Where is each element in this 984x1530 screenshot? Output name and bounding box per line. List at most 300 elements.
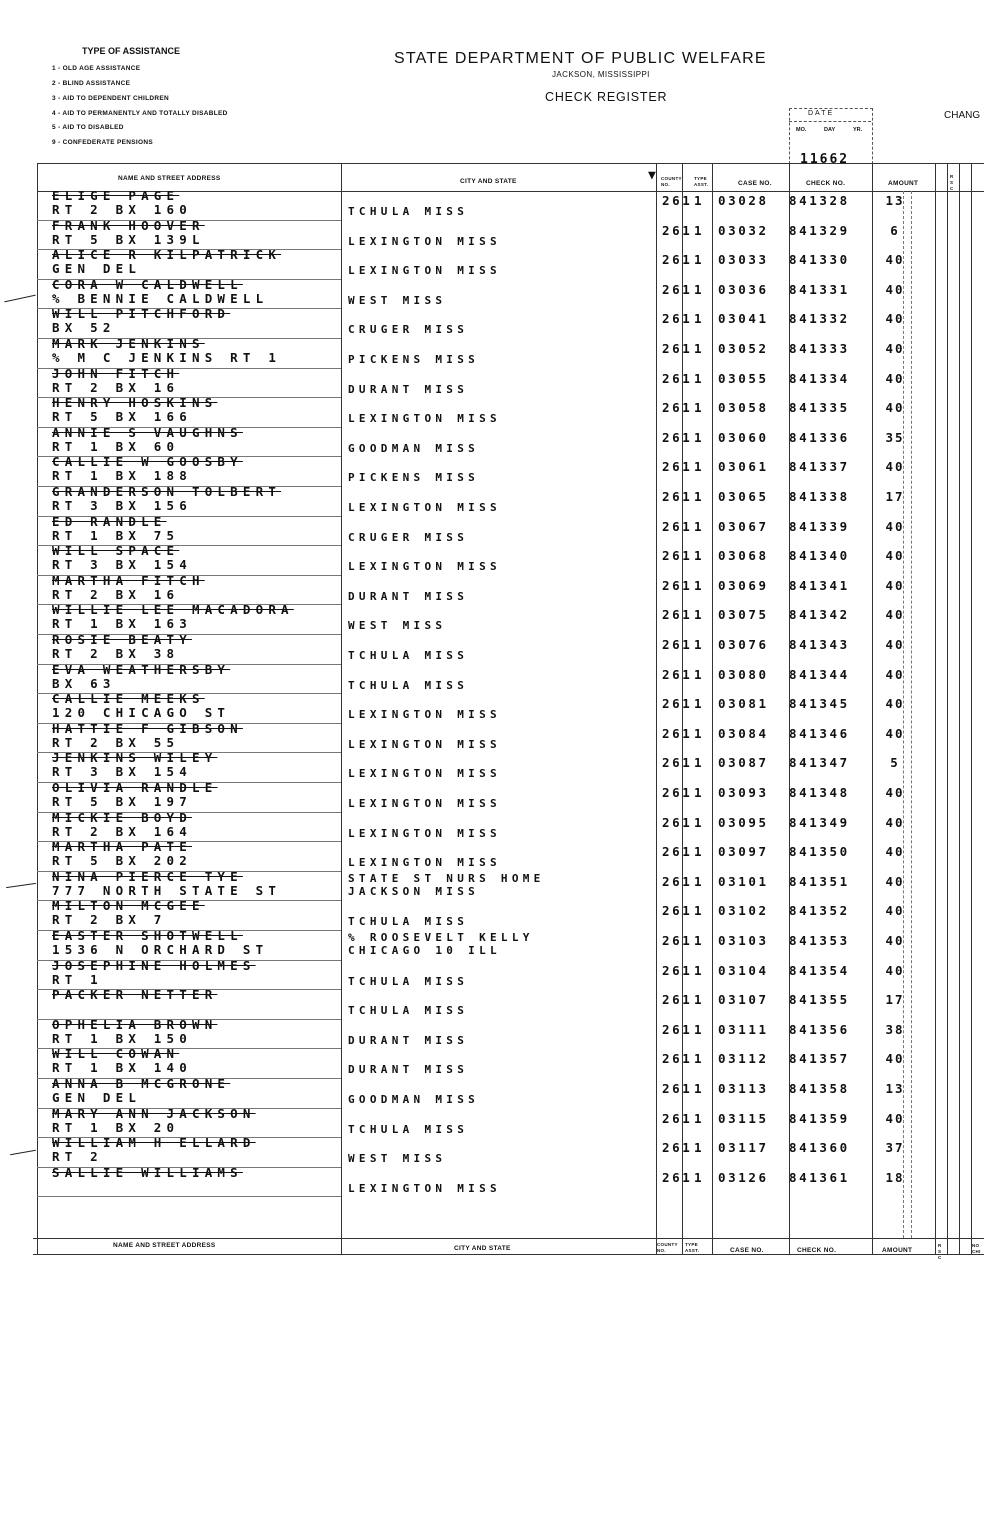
type-assistance: 1 <box>694 755 705 771</box>
case-number: 03093 <box>718 785 769 800</box>
county-number: 261 <box>662 814 693 830</box>
county-number: 261 <box>662 607 693 623</box>
type-assistance: 1 <box>694 666 705 682</box>
legend-item: 4 - AID TO PERMANENTLY AND TOTALLY DISABLED <box>52 110 228 117</box>
col-header-city: CITY AND STATE <box>460 178 517 185</box>
payee-name: FRANK HOOVER <box>52 217 205 233</box>
amount: 40 <box>885 459 905 475</box>
payee-street-address: RT 1 BX 20 <box>52 1119 180 1135</box>
table-row <box>0 1135 984 1168</box>
check-number: 841338 <box>789 489 850 504</box>
type-assistance: 1 <box>694 696 705 712</box>
check-number: 841361 <box>789 1169 850 1185</box>
footer-col-name: NAME AND STREET ADDRESS <box>113 1242 216 1249</box>
payee-street-address: RT 2 BX 164 <box>52 823 192 839</box>
case-number: 03055 <box>718 370 769 386</box>
payee-street-address: BX 63 <box>52 675 116 691</box>
check-number: 841348 <box>789 785 850 800</box>
type-assistance: 1 <box>694 252 705 268</box>
date-label: DATE <box>808 110 835 117</box>
payee-street-address: 1536 N ORCHARD ST <box>52 942 269 957</box>
amount: 40 <box>885 903 905 919</box>
type-assistance: 1 <box>694 222 705 238</box>
payee-name: MILTON MCGEE <box>52 898 205 914</box>
table-row <box>0 276 984 310</box>
county-number: 261 <box>662 252 693 268</box>
case-number: 03097 <box>718 844 769 860</box>
check-number: 841346 <box>789 725 850 741</box>
case-number: 03087 <box>718 755 769 771</box>
register-title: CHECK REGISTER <box>545 90 668 104</box>
case-number: 03052 <box>718 341 769 356</box>
payee-city-state: PICKENS MISS <box>348 471 480 485</box>
amount: 40 <box>885 281 905 297</box>
county-number: 261 <box>662 370 693 386</box>
footer-col-county: COUNTY NO. <box>657 1242 678 1253</box>
date-divider <box>789 121 871 122</box>
payee-street-address: RT 1 BX 140 <box>52 1060 192 1076</box>
payee-name: JENKINS WILEY <box>52 750 218 766</box>
check-number: 841352 <box>789 903 850 919</box>
check-number: 841359 <box>789 1110 850 1126</box>
check-number: 841336 <box>789 429 850 445</box>
payee-street-address: RT 1 BX 163 <box>52 616 192 632</box>
check-number: 841334 <box>789 370 850 386</box>
table-row <box>0 424 984 458</box>
type-assistance: 1 <box>694 370 705 386</box>
payee-street-address: GEN DEL <box>52 1090 142 1105</box>
payee-street-address: RT 5 BX 139L <box>52 231 205 247</box>
case-number: 03041 <box>718 311 769 327</box>
county-number: 261 <box>662 785 693 800</box>
payee-street-address: % BENNIE CALDWELL <box>52 290 269 306</box>
type-assistance: 1 <box>694 577 705 593</box>
payee-city-state: TCHULA MISS <box>348 678 469 692</box>
payee-name: NINA PIERCE TYE <box>52 868 243 884</box>
payee-street-address: RT 3 BX 154 <box>52 764 192 780</box>
payee-city-state: PICKENS MISS <box>348 353 480 366</box>
footer-col-check: CHECK NO. <box>797 1247 837 1254</box>
payee-street-address: RT 2 BX 160 <box>52 202 192 217</box>
type-assistance: 1 <box>694 1169 705 1185</box>
payee-city-state: TCHULA MISS <box>348 649 469 662</box>
payee-city-line-1: % ROOSEVELT KELLY <box>348 931 534 944</box>
amount: 6 <box>890 222 900 238</box>
payee-name: MARY ANN JACKSON <box>52 1105 256 1121</box>
type-assistance: 1 <box>694 281 705 297</box>
payee-city-state: LEXINGTON MISS <box>348 767 501 781</box>
county-number: 261 <box>662 281 693 297</box>
case-number: 03107 <box>718 992 769 1008</box>
payee-name: ANNA B MCGRONE <box>52 1076 231 1091</box>
table-row <box>0 602 984 635</box>
amount: 40 <box>885 814 905 830</box>
check-number: 841356 <box>789 1021 850 1037</box>
col-header-type: TYPE ASST. <box>694 176 709 187</box>
check-number: 841332 <box>789 311 850 327</box>
case-number: 03076 <box>718 637 769 652</box>
table-row <box>0 306 984 339</box>
payee-name: WILL SPACE <box>52 543 180 559</box>
payee-name: JOSEPHINE HOLMES <box>52 957 256 973</box>
payee-city-state: CRUGER MISS <box>348 323 469 337</box>
type-assistance: 1 <box>694 459 705 475</box>
check-number: 841329 <box>789 222 850 238</box>
payee-city-state: TCHULA MISS <box>348 1004 469 1018</box>
amount: 40 <box>885 637 905 652</box>
amount: 17 <box>885 489 905 504</box>
payee-street-address: RT 2 BX 16 <box>52 586 180 602</box>
county-number: 261 <box>662 1021 693 1037</box>
county-number: 261 <box>662 400 693 416</box>
payee-street-address: RT 5 BX 197 <box>52 794 192 809</box>
payee-city-state: WEST MISS <box>348 619 447 633</box>
case-number: 03095 <box>718 814 769 830</box>
check-number: 841355 <box>789 992 850 1008</box>
case-number: 03115 <box>718 1110 769 1126</box>
table-row <box>0 661 984 695</box>
table-row <box>0 1105 984 1139</box>
county-number: 261 <box>662 577 693 593</box>
table-row <box>0 750 984 783</box>
payee-name: WILLIAM H ELLARD <box>52 1135 256 1151</box>
amount: 40 <box>885 1051 905 1067</box>
check-number: 841350 <box>789 844 850 860</box>
row-divider <box>37 1196 341 1197</box>
check-number: 841335 <box>789 400 850 416</box>
payee-street-address: BX 52 <box>52 320 116 336</box>
check-number: 841341 <box>789 577 850 593</box>
page-subtitle: JACKSON, MISSISSIPPI <box>552 70 650 79</box>
payee-name: MICKIE BOYD <box>52 809 192 825</box>
payee-street-address: RT 3 BX 156 <box>52 498 192 513</box>
col-header-check: CHECK NO. <box>806 180 846 187</box>
case-number: 03067 <box>718 518 769 534</box>
change-header-cut: CHANG <box>944 110 981 121</box>
county-number: 261 <box>662 666 693 682</box>
county-number: 261 <box>662 1169 693 1185</box>
payee-name: WILLIE LEE MACADORA <box>52 602 294 618</box>
payee-street-address: 777 NORTH STATE ST <box>52 882 282 898</box>
case-number: 03036 <box>718 281 769 297</box>
table-row <box>0 928 984 961</box>
payee-city-state: GOODMAN MISS <box>348 441 480 455</box>
table-row <box>0 365 984 399</box>
payee-name: ROSIE BEATY <box>52 632 192 647</box>
amount: 40 <box>885 696 905 712</box>
amount: 40 <box>885 370 905 386</box>
amount: 13 <box>885 1081 905 1096</box>
payee-city-state: LEXINGTON MISS <box>348 856 501 870</box>
check-number: 841343 <box>789 637 850 652</box>
county-number: 261 <box>662 429 693 445</box>
payee-name: WILL PITCHFORD <box>52 306 231 322</box>
check-number: 841330 <box>789 252 850 268</box>
footer-col-cut: NO CHI <box>972 1243 981 1254</box>
table-row <box>0 957 984 991</box>
amount: 40 <box>885 607 905 623</box>
county-number: 261 <box>662 489 693 504</box>
date-month-label: MO. <box>796 127 807 133</box>
case-number: 03060 <box>718 429 769 445</box>
payee-street-address: RT 2 BX 16 <box>52 379 180 395</box>
type-assistance: 1 <box>694 785 705 800</box>
payee-city-state: LEXINGTON MISS <box>348 412 501 426</box>
payee-name: ELIGE PAGE <box>52 188 180 203</box>
type-assistance: 1 <box>694 311 705 327</box>
county-number: 261 <box>662 548 693 564</box>
table-row <box>0 720 984 754</box>
county-number: 261 <box>662 637 693 652</box>
payee-city-state: TCHULA MISS <box>348 974 469 988</box>
payee-city-state: DURANT MISS <box>348 589 469 603</box>
case-number: 03061 <box>718 459 769 475</box>
check-number: 841360 <box>789 1140 850 1156</box>
date-value: 11662 <box>800 152 850 167</box>
col-header-flags: R S C <box>950 174 954 191</box>
page-title: STATE DEPARTMENT OF PUBLIC WELFARE <box>394 50 767 67</box>
footer-col-type: TYPE ASST. <box>685 1242 700 1253</box>
type-assistance: 1 <box>694 548 705 564</box>
payee-name: MARTHA PATE <box>52 839 192 855</box>
case-number: 03075 <box>718 607 769 623</box>
triangle-marker-icon: ▼ <box>648 168 656 183</box>
table-row <box>0 839 984 872</box>
payee-city-line-1: STATE ST NURS HOME <box>348 871 545 885</box>
county-number: 261 <box>662 844 693 860</box>
case-number: 03065 <box>718 489 769 504</box>
payee-city-state: TCHULA MISS <box>348 1122 469 1136</box>
legend-item: 9 - CONFEDERATE PENSIONS <box>52 139 153 146</box>
type-assistance: 1 <box>694 844 705 860</box>
case-number: 03068 <box>718 548 769 564</box>
amount: 40 <box>885 933 905 948</box>
table-row <box>0 809 984 843</box>
table-row <box>0 247 984 280</box>
payee-street-address: % M C JENKINS RT 1 <box>52 350 282 365</box>
type-assistance: 1 <box>694 962 705 978</box>
amount: 38 <box>885 1021 905 1037</box>
col-header-amount: AMOUNT <box>888 180 919 187</box>
check-number: 841331 <box>789 281 850 297</box>
table-row <box>0 780 984 813</box>
county-number: 261 <box>662 518 693 534</box>
county-number: 261 <box>662 725 693 741</box>
table-row <box>0 691 984 724</box>
payee-name: CALLIE W GOOSBY <box>52 454 243 470</box>
county-number: 261 <box>662 1140 693 1156</box>
county-number: 261 <box>662 962 693 978</box>
check-number: 841342 <box>789 607 850 623</box>
payee-city-state: LEXINGTON MISS <box>348 264 501 278</box>
check-number: 841349 <box>789 814 850 830</box>
table-row <box>0 336 984 369</box>
case-number: 03033 <box>718 252 769 268</box>
type-assistance: 1 <box>694 814 705 830</box>
legend-item: 5 - AID TO DISABLED <box>52 124 124 131</box>
payee-name: OPHELIA BROWN <box>52 1016 218 1032</box>
table-row <box>0 484 984 517</box>
payee-street-address: RT 5 BX 166 <box>52 409 192 425</box>
case-number: 03101 <box>718 873 769 889</box>
payee-street-address: RT 2 BX 7 <box>52 912 167 928</box>
table-row <box>0 868 984 902</box>
type-assistance: 1 <box>694 873 705 889</box>
table-row <box>0 217 984 251</box>
type-assistance: 1 <box>694 341 705 356</box>
payee-name: OLIVIA RANDLE <box>52 780 218 795</box>
payee-city-state: GOODMAN MISS <box>348 1093 480 1106</box>
type-assistance: 1 <box>694 933 705 948</box>
type-assistance: 1 <box>694 637 705 652</box>
table-row <box>0 454 984 487</box>
amount: 18 <box>885 1169 905 1185</box>
payee-city-state: LEXINGTON MISS <box>348 737 501 751</box>
table-row <box>0 395 984 428</box>
footer-col-case: CASE NO. <box>730 1247 764 1254</box>
payee-city-line-2: CHICAGO 10 ILL <box>348 944 501 957</box>
payee-name: ANNIE S VAUGHNS <box>52 424 243 440</box>
payee-name: JOHN FITCH <box>52 365 180 381</box>
case-number: 03032 <box>718 222 769 238</box>
type-assistance: 1 <box>694 429 705 445</box>
county-number: 261 <box>662 1110 693 1126</box>
col-header-county: COUNTY NO. <box>661 176 682 187</box>
payee-name: CORA W CALDWELL <box>52 276 243 292</box>
payee-street-address: RT 5 BX 202 <box>52 853 192 869</box>
table-row <box>0 1046 984 1079</box>
type-assistance: 1 <box>694 607 705 623</box>
amount: 40 <box>885 252 905 268</box>
amount: 40 <box>885 785 905 800</box>
county-number: 261 <box>662 311 693 327</box>
payee-city-state: LEXINGTON MISS <box>348 826 501 840</box>
payee-street-address: GEN DEL <box>52 261 142 277</box>
payee-name: EASTER SHOTWELL <box>52 928 243 943</box>
county-number: 261 <box>662 193 693 208</box>
amount: 40 <box>885 962 905 978</box>
payee-street-address: RT 1 BX 60 <box>52 438 180 454</box>
case-number: 03084 <box>718 725 769 741</box>
amount: 35 <box>885 429 905 445</box>
payee-street-address: RT 1 BX 75 <box>52 527 180 543</box>
county-number: 261 <box>662 933 693 948</box>
type-assistance: 1 <box>694 400 705 416</box>
check-number: 841347 <box>789 755 850 771</box>
type-assistance: 1 <box>694 992 705 1008</box>
amount: 40 <box>885 548 905 564</box>
table-row <box>0 1076 984 1109</box>
payee-street-address: RT 3 BX 154 <box>52 557 192 573</box>
payee-city-state: LEXINGTON MISS <box>348 1181 501 1195</box>
table-bottom-rule <box>33 1254 984 1255</box>
check-number: 841339 <box>789 518 850 534</box>
check-number: 841351 <box>789 873 850 889</box>
case-number: 03126 <box>718 1169 769 1185</box>
amount: 40 <box>885 311 905 327</box>
payee-name: CALLIE MEEKS <box>52 691 205 707</box>
payee-name: MARK JENKINS <box>52 336 205 351</box>
amount: 40 <box>885 400 905 416</box>
payee-city-state: CRUGER MISS <box>348 530 469 544</box>
table-row <box>0 543 984 576</box>
type-assistance: 1 <box>694 193 705 208</box>
payee-city-state: DURANT MISS <box>348 382 469 396</box>
amount: 40 <box>885 873 905 889</box>
check-number: 841357 <box>789 1051 850 1067</box>
type-assistance: 1 <box>694 1140 705 1156</box>
legend-item: 3 - AID TO DEPENDENT CHILDREN <box>52 95 170 102</box>
amount: 40 <box>885 725 905 741</box>
payee-city-state: TCHULA MISS <box>348 915 469 929</box>
payee-city-state: WEST MISS <box>348 1152 447 1166</box>
payee-name: HENRY HOSKINS <box>52 395 218 411</box>
county-number: 261 <box>662 992 693 1008</box>
payee-name: ED RANDLE <box>52 513 167 529</box>
payee-name: MARTHA FITCH <box>52 572 205 588</box>
county-number: 261 <box>662 696 693 712</box>
payee-city-state: TCHULA MISS <box>348 205 469 218</box>
date-year-label: YR. <box>853 127 863 133</box>
check-number: 841337 <box>789 459 850 475</box>
amount: 5 <box>890 755 900 771</box>
payee-city-state: LEXINGTON MISS <box>348 708 501 722</box>
case-number: 03102 <box>718 903 769 919</box>
payee-name: PACKER NETTER <box>52 987 218 1003</box>
payee-name: EVA WEATHERSBY <box>52 661 231 677</box>
table-row <box>0 898 984 931</box>
table-row <box>0 1016 984 1050</box>
table-top-rule <box>37 163 984 164</box>
table-row <box>0 987 984 1020</box>
check-number: 841340 <box>789 548 850 564</box>
county-number: 261 <box>662 903 693 919</box>
county-number: 261 <box>662 873 693 889</box>
type-assistance: 1 <box>694 489 705 504</box>
amount: 40 <box>885 844 905 860</box>
payee-city-state: LEXINGTON MISS <box>348 501 501 514</box>
check-number: 841328 <box>789 193 850 208</box>
footer-col-city: CITY AND STATE <box>454 1245 511 1252</box>
county-number: 261 <box>662 1051 693 1067</box>
check-number: 841344 <box>789 666 850 682</box>
payee-city-state: WEST MISS <box>348 293 447 307</box>
case-number: 03113 <box>718 1081 769 1096</box>
county-number: 261 <box>662 755 693 771</box>
assistance-legend-title: TYPE OF ASSISTANCE <box>82 46 181 56</box>
payee-city-state: DURANT MISS <box>348 1063 469 1077</box>
payee-street-address: RT 1 BX 188 <box>52 468 192 484</box>
payee-street-address: RT 2 BX 55 <box>52 734 180 750</box>
payee-street-address: RT 1 <box>52 971 103 987</box>
footer-col-amount: AMOUNT <box>882 1247 913 1254</box>
payee-name: ALICE R KILPATRICK <box>52 247 282 263</box>
check-number: 841354 <box>789 962 850 978</box>
payee-street-address: RT 1 BX 150 <box>52 1030 192 1046</box>
payee-city-state: LEXINGTON MISS <box>348 797 501 810</box>
amount: 17 <box>885 992 905 1008</box>
case-number: 03080 <box>718 666 769 682</box>
amount: 40 <box>885 666 905 682</box>
type-assistance: 1 <box>694 1021 705 1037</box>
case-number: 03112 <box>718 1051 769 1067</box>
payee-city-state: DURANT MISS <box>348 1033 469 1047</box>
table-row <box>0 513 984 547</box>
check-number: 841358 <box>789 1081 850 1096</box>
amount: 40 <box>885 577 905 593</box>
col-header-name: NAME AND STREET ADDRESS <box>118 175 221 182</box>
county-number: 261 <box>662 341 693 356</box>
